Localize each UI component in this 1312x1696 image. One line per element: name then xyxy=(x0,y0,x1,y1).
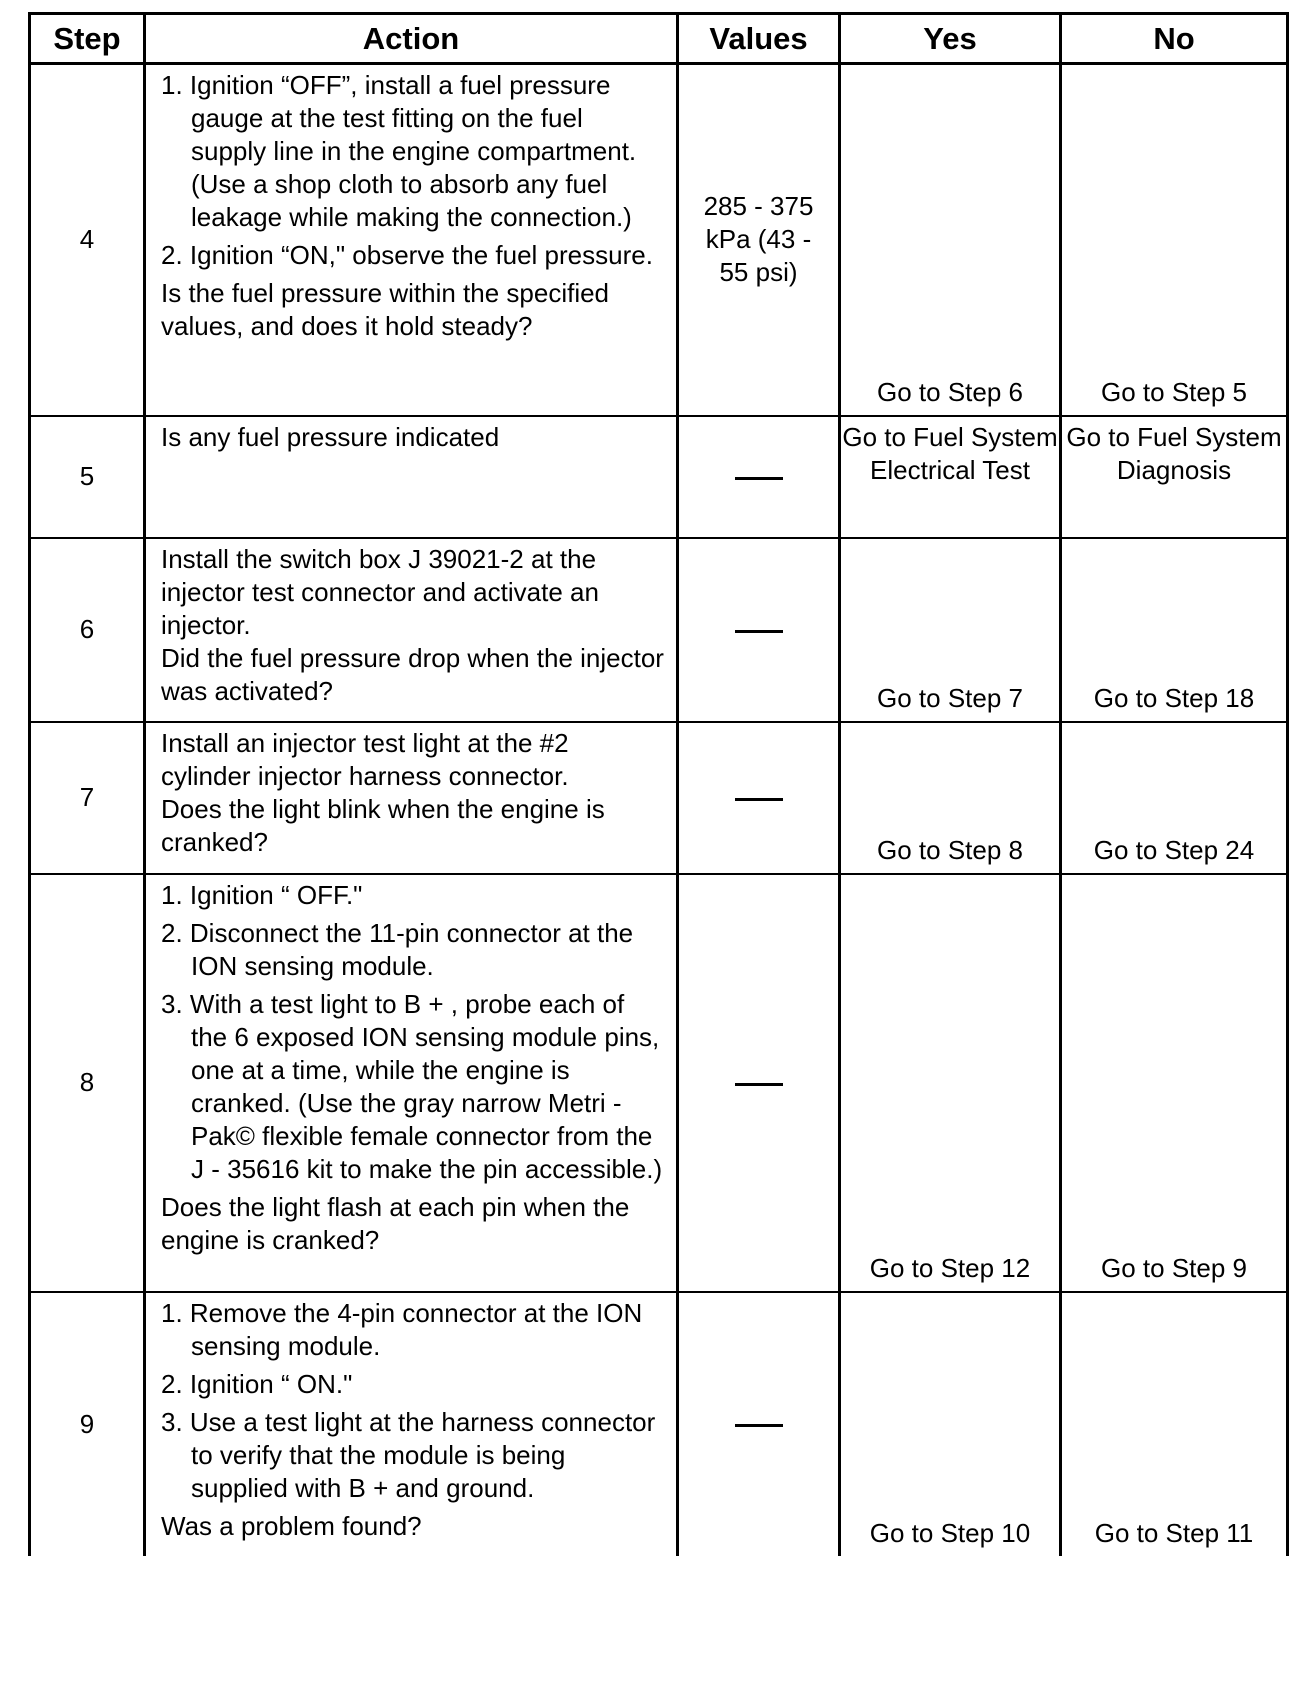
action-cell xyxy=(145,64,678,416)
value-cell xyxy=(678,722,840,874)
step-number: 5 xyxy=(30,416,145,538)
action-cell xyxy=(145,416,678,538)
action-cell xyxy=(145,1292,678,1556)
no-result: Go to Fuel System Diagnosis xyxy=(1061,416,1288,538)
action-item: 1. Ignition “OFF”, install a fuel pressure gauge at the test fitting on the fuel supply line in the engine compartment. (Use a shop cloth to absorb any fuel leakage while making the connection.) xyxy=(161,70,637,232)
header-values: Values xyxy=(678,14,840,64)
step-number: 8 xyxy=(30,874,145,1292)
table-row xyxy=(30,722,1288,874)
yes-result: Go to Step 6 xyxy=(840,64,1061,416)
table-row xyxy=(30,1292,1288,1556)
value-cell xyxy=(678,416,840,538)
action-item: 1. Ignition “ OFF." xyxy=(161,879,363,910)
action-question: Does the light blink when the engine is cranked? xyxy=(161,793,605,857)
action-question: Is any fuel pressure indicated xyxy=(161,421,500,452)
no-value-dash xyxy=(735,630,783,633)
value-cell xyxy=(678,64,840,416)
table-row xyxy=(30,538,1288,722)
action-cell xyxy=(145,538,678,722)
action-question: Did the fuel pressure drop when the injector was activated? xyxy=(161,642,664,706)
action-list xyxy=(161,1297,664,1505)
header-no: No xyxy=(1061,14,1288,64)
step-number: 4 xyxy=(30,64,145,416)
yes-result: Go to Step 12 xyxy=(840,874,1061,1292)
action-cell xyxy=(145,874,678,1292)
action-item: 1. Remove the 4-pin connector at the ION sensing module. xyxy=(161,1297,643,1361)
table-row xyxy=(30,416,1288,538)
action-text: Install an injector test light at the #2 cylinder injector harness connector. xyxy=(161,727,569,791)
action-list xyxy=(161,69,664,272)
no-value-dash xyxy=(735,798,783,801)
value-cell xyxy=(678,538,840,722)
yes-result: Go to Step 10 xyxy=(840,1292,1061,1556)
header-action: Action xyxy=(145,14,678,64)
no-value-dash xyxy=(735,1424,783,1427)
step-number: 7 xyxy=(30,722,145,874)
no-result: Go to Step 5 xyxy=(1061,64,1288,416)
header-row xyxy=(30,14,1288,64)
no-value-dash xyxy=(735,1083,783,1086)
step-number: 6 xyxy=(30,538,145,722)
value-cell xyxy=(678,874,840,1292)
header-step: Step xyxy=(30,14,145,64)
diagnostic-table xyxy=(28,12,1289,1556)
action-item: 2. Disconnect the 11-pin connector at the ION sensing module. xyxy=(161,917,634,981)
value-cell xyxy=(678,1292,840,1556)
action-item: 3. Use a test light at the harness connector to verify that the module is being supplied with B + and ground. xyxy=(161,1406,656,1503)
action-cell xyxy=(145,722,678,874)
action-question: Was a problem found? xyxy=(161,1510,422,1541)
action-text: Install the switch box J 39021-2 at the injector test connector and activate an injector. xyxy=(161,543,599,640)
no-result: Go to Step 18 xyxy=(1061,538,1288,722)
no-value-dash xyxy=(735,477,783,480)
action-item: 2. Ignition “ ON." xyxy=(161,1368,353,1399)
action-item: 2. Ignition “ON," observe the fuel pressure. xyxy=(161,240,653,270)
step-number: 9 xyxy=(30,1292,145,1556)
header-yes: Yes xyxy=(840,14,1061,64)
table-row xyxy=(30,64,1288,416)
no-result: Go to Step 9 xyxy=(1061,874,1288,1292)
yes-result: Go to Step 7 xyxy=(840,538,1061,722)
no-result: Go to Step 24 xyxy=(1061,722,1288,874)
action-question: Does the light flash at each pin when the engine is cranked? xyxy=(161,1191,630,1255)
action-item: 3. With a test light to B + , probe each of the 6 exposed ION sensing module pins, one at a time, while the engine is cranked. (Use the gray narrow Metri - Pak© flexible female connector from the J - 35616 kit to make the pin accessible.) xyxy=(161,988,663,1184)
table-row xyxy=(30,874,1288,1292)
no-result: Go to Step 11 xyxy=(1061,1292,1288,1556)
yes-result: Go to Step 8 xyxy=(840,722,1061,874)
action-question: Is the fuel pressure within the specified values, and does it hold steady? xyxy=(161,278,610,341)
yes-result: Go to Fuel System Electrical Test xyxy=(840,416,1061,538)
value-text: 285 - 375 kPa (43 - 55 psi) xyxy=(703,191,814,288)
action-list xyxy=(161,879,664,1186)
